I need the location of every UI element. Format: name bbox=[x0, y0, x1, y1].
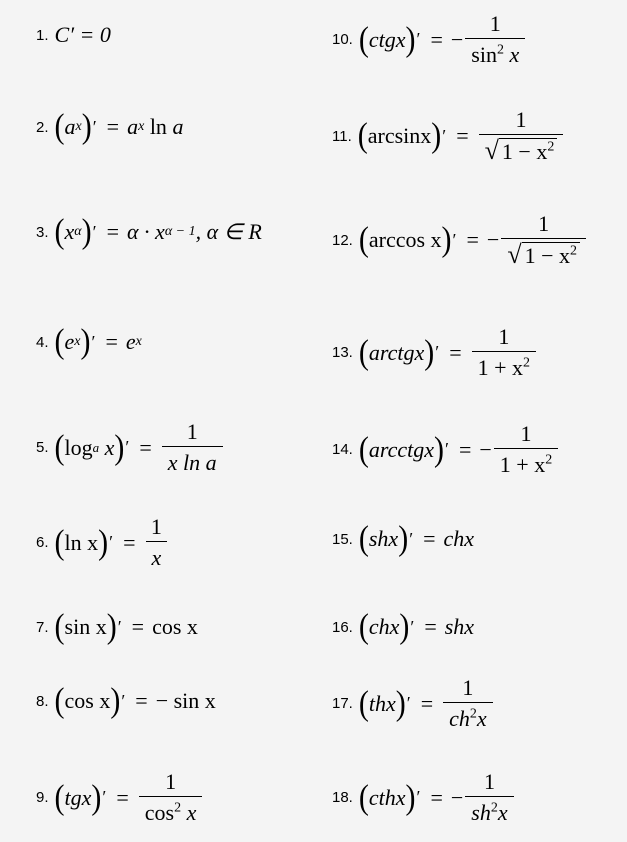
fraction bbox=[146, 515, 168, 570]
denom-exponent: 2 bbox=[545, 452, 553, 468]
formula-11: 11. ( arcsinx ) ′ = 1 √ $1 - x^2$ bbox=[332, 108, 565, 165]
lhs: arccos x bbox=[368, 227, 442, 253]
formula-3: 3. ( x α ) ′ = α · x α − 1 , α ∈ R bbox=[36, 212, 262, 251]
lhs: tgx bbox=[64, 784, 92, 810]
rhs-exponent: α − 1 bbox=[164, 224, 196, 239]
formula-16: 16. ( chx ) ′ = shx bbox=[332, 607, 475, 646]
numerator: 1 bbox=[165, 769, 177, 794]
formula-9: 9. ( tgx ) ′ = $\frac{1}{\cos^2 x}$ bbox=[36, 770, 204, 825]
formula-8: 8. ( cos x ) ′ = − sin x bbox=[36, 681, 216, 720]
fraction bbox=[465, 770, 513, 825]
exponent: x bbox=[74, 334, 81, 349]
fraction bbox=[139, 770, 203, 825]
denom-exponent: 2 bbox=[174, 800, 182, 816]
denominator: x ln a bbox=[167, 450, 217, 476]
minus-sign: − bbox=[450, 26, 464, 52]
lhs: cthx bbox=[368, 784, 406, 810]
sqrt: √ $1 - x^2$ bbox=[507, 242, 580, 268]
formula-4: 4. ( e x ) ′ = e x bbox=[36, 322, 142, 361]
lhs: arcctgx bbox=[368, 436, 435, 462]
log-base: a bbox=[92, 439, 100, 455]
lhs: sin x bbox=[64, 614, 107, 639]
lhs: chx bbox=[368, 614, 400, 639]
denom-exponent: 2 bbox=[469, 706, 477, 722]
formula-number: 13. bbox=[332, 344, 353, 362]
exponent: x bbox=[75, 119, 82, 134]
formula-number: 15. bbox=[332, 530, 353, 548]
rhs: cos x bbox=[152, 614, 198, 639]
formula-number: 7. bbox=[36, 618, 49, 636]
rhs-base: a bbox=[127, 114, 139, 139]
formula-number: 11. bbox=[332, 127, 352, 145]
sqrt-exponent: 2 bbox=[570, 243, 578, 259]
exponent: α bbox=[74, 224, 82, 239]
formula-2: 2. ( a x ) ′ = a x ln a bbox=[36, 107, 184, 146]
formula-number: 8. bbox=[36, 692, 49, 710]
formula-expression: C′ = 0 bbox=[54, 22, 111, 47]
formula-14: 14. ( arcctgx ) ′ = − $\frac{1}{1 + x^2}$ bbox=[332, 422, 560, 477]
fraction bbox=[479, 108, 564, 165]
formula-6: 6. ( ln x ) ′ = $\frac{1}{x}$ bbox=[36, 515, 169, 570]
log-function: log bbox=[64, 434, 93, 460]
minus-sign: − bbox=[479, 436, 492, 462]
denom-arg: x bbox=[186, 800, 197, 826]
formula-number: 4. bbox=[36, 333, 49, 351]
formula-17: 17. ( thx ) ′ = $\frac{1}{ch^2x}$ bbox=[332, 676, 495, 731]
numerator: 1 bbox=[186, 419, 198, 444]
numerator: 1 bbox=[515, 107, 527, 132]
rhs: chx bbox=[443, 526, 475, 551]
numerator: 1 bbox=[538, 211, 550, 236]
numerator: 1 bbox=[483, 769, 495, 794]
lhs: arctgx bbox=[368, 339, 425, 365]
formula-13: 13. ( arctgx ) ′ = $\frac{1}{1 + x^2}$ bbox=[332, 325, 538, 380]
formula-12: 12. ( arccos x ) ′ = − 1 √ $1 - x^2$ bbox=[332, 212, 588, 269]
base: a bbox=[64, 114, 76, 139]
formula-number: 12. bbox=[332, 231, 353, 249]
denom-fn: ch bbox=[449, 706, 470, 732]
denom-arg: x bbox=[509, 42, 520, 68]
denominator: 1 + x bbox=[477, 355, 524, 381]
formula-number: 14. bbox=[332, 441, 353, 459]
minus-sign: − bbox=[450, 784, 464, 810]
denominator: x bbox=[151, 545, 162, 571]
formula-5: 5. ( log a x ) ′ = $\frac{1}{\text{x ln a}}$ bbox=[36, 420, 225, 475]
rhs-exponent: x bbox=[135, 334, 142, 349]
formula-number: 6. bbox=[36, 534, 49, 552]
lhs: ctgx bbox=[368, 26, 406, 52]
formula-number: 5. bbox=[36, 439, 49, 457]
sqrt-exponent: 2 bbox=[547, 139, 555, 155]
formula-number: 10. bbox=[332, 31, 353, 49]
fraction bbox=[162, 420, 223, 475]
rhs: α · x bbox=[127, 219, 165, 244]
fraction bbox=[443, 676, 493, 731]
minus-sign: − bbox=[486, 227, 500, 253]
formula-number: 1. bbox=[36, 26, 49, 44]
lhs: thx bbox=[368, 690, 396, 716]
formula-7: 7. ( sin x ) ′ = cos x bbox=[36, 607, 198, 646]
formula-number: 3. bbox=[36, 223, 49, 241]
numerator: 1 bbox=[462, 675, 474, 700]
formula-18: 18. ( cthx ) ′ = − $\frac{1}{sh^2x}$ bbox=[332, 770, 516, 825]
numerator: 1 bbox=[150, 514, 162, 539]
lhs: cos x bbox=[64, 688, 111, 713]
denom-fn: sh bbox=[471, 800, 491, 826]
ln-function: ln bbox=[149, 114, 167, 139]
numerator: 1 bbox=[489, 11, 501, 36]
rhs: − sin x bbox=[155, 688, 216, 713]
denom-exponent: 2 bbox=[523, 355, 531, 371]
base: e bbox=[64, 329, 75, 354]
denom-arg: x bbox=[497, 800, 508, 826]
condition: , α ∈ R bbox=[195, 219, 262, 244]
rhs: shx bbox=[444, 614, 475, 639]
base: x bbox=[64, 219, 75, 244]
fraction bbox=[465, 12, 525, 67]
formula-number: 18. bbox=[332, 789, 353, 807]
fraction bbox=[494, 422, 558, 477]
rhs-base: e bbox=[125, 329, 136, 354]
numerator: 1 bbox=[498, 324, 510, 349]
formula-10: 10. ( ctgx ) ′ = − $\frac{1}{\sin^2 x}$ bbox=[332, 12, 527, 67]
formula-number: 9. bbox=[36, 789, 49, 807]
sqrt-body: 1 − x bbox=[501, 139, 548, 165]
lhs: arcsinx bbox=[367, 123, 432, 149]
formula-15: 15. ( shx ) ′ = chx bbox=[332, 519, 475, 558]
fraction bbox=[501, 212, 586, 269]
numerator: 1 bbox=[520, 421, 532, 446]
sqrt: √ $1 - x^2$ bbox=[485, 138, 558, 164]
lhs: ln x bbox=[64, 529, 99, 555]
denom-exponent: 2 bbox=[490, 800, 498, 816]
lhs: shx bbox=[368, 526, 399, 551]
denom-fn: sin bbox=[471, 42, 497, 68]
log-arg: x bbox=[104, 434, 115, 460]
formula-number: 16. bbox=[332, 618, 353, 636]
rhs-arg: a bbox=[172, 114, 184, 139]
formula-number: 17. bbox=[332, 695, 353, 713]
denom-fn: cos bbox=[144, 800, 175, 826]
fraction bbox=[472, 325, 536, 380]
denom-exponent: 2 bbox=[496, 42, 504, 58]
rhs-exponent: x bbox=[138, 119, 145, 134]
sqrt-body: 1 − x bbox=[524, 243, 571, 269]
formula-1 bbox=[36, 22, 111, 48]
denominator: 1 + x bbox=[499, 452, 546, 478]
formula-number: 2. bbox=[36, 118, 49, 136]
denom-arg: x bbox=[476, 706, 487, 732]
